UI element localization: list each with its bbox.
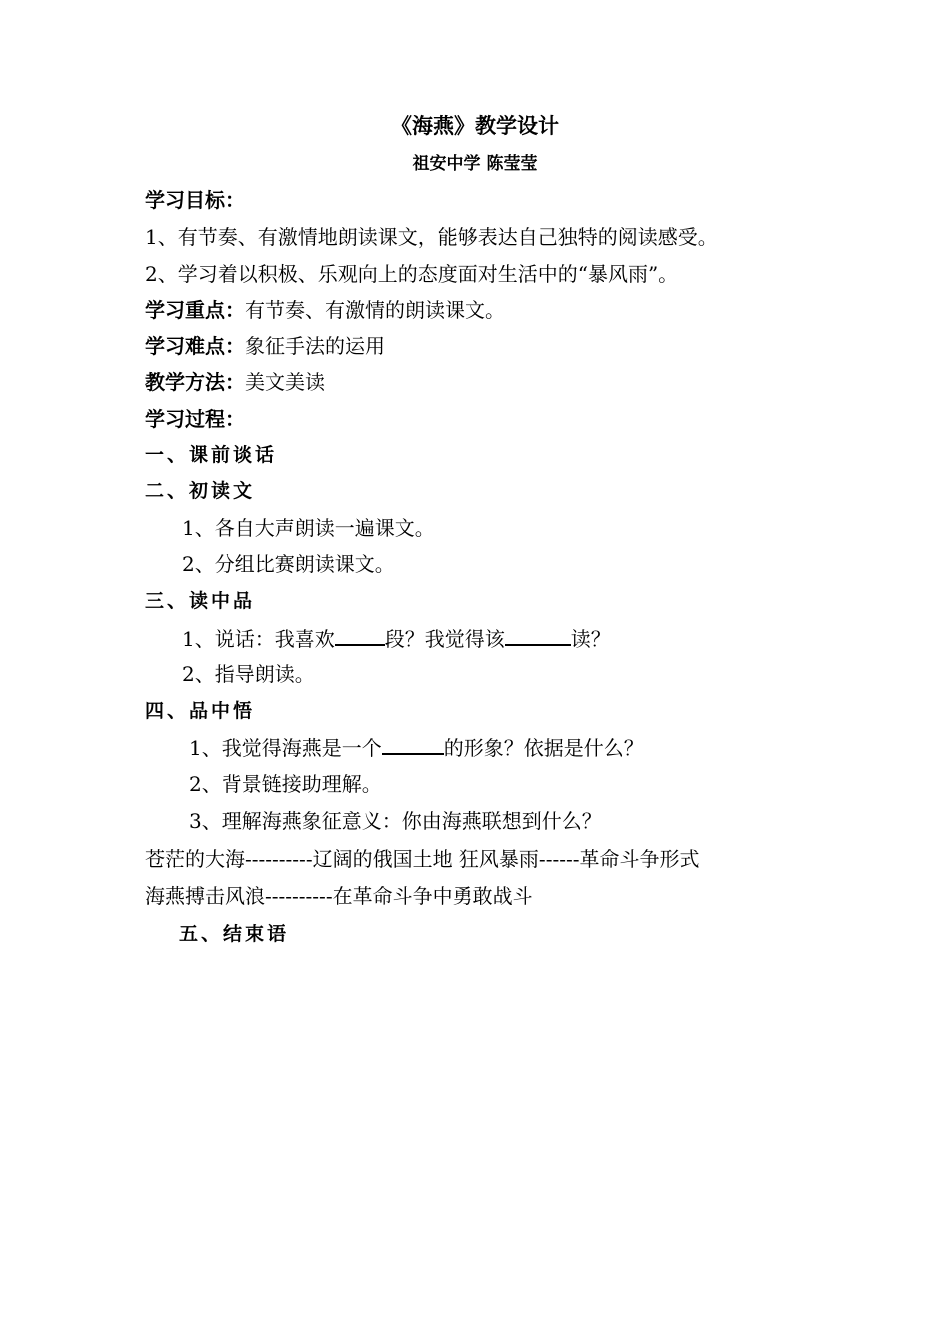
section-3-item-1-part-c: 读？ (570, 627, 611, 651)
objective-item-2: 2、学习着以积极、乐观向上的态度面对生活中的“暴风雨”。 (145, 262, 679, 286)
section-3-item-1-part-b: 段？我觉得该 (384, 627, 505, 651)
symbol-line-1: 苍茫的大海----------辽阔的俄国土地 狂风暴雨------革命斗争形式 (145, 847, 700, 871)
section-2-item-2: 2、分组比赛朗读课文。 (182, 552, 395, 576)
fill-in-blank (505, 624, 571, 646)
section-4-title: 四、品中悟 (145, 700, 256, 722)
symbol-line-2: 海燕搏击风浪----------在革命斗争中勇敢战斗 (145, 884, 533, 908)
section-4-item-1-part-b: 的形象？依据是什么？ (443, 736, 644, 760)
section-4-item-3: 3、理解海燕象征意义：你由海燕联想到什么？ (189, 809, 602, 833)
section-3-item-2: 2、指导朗读。 (182, 662, 315, 686)
method-text: 美文美读 (245, 370, 325, 394)
difficulty-label: 学习难点： (145, 334, 245, 358)
method-label: 教学方法： (145, 370, 245, 394)
section-1-title: 一、课前谈话 (145, 444, 278, 466)
method-line (145, 368, 325, 396)
section-4-item-2: 2、背景链接助理解。 (189, 772, 382, 796)
section-3-title: 三、读中品 (145, 590, 256, 612)
difficulty-text: 象征手法的运用 (245, 334, 385, 358)
key-point-label: 学习重点： (145, 298, 245, 322)
document-title: 《海燕》教学设计 (391, 114, 559, 138)
section-3-item-1-part-a: 1、说话：我喜欢 (182, 627, 335, 651)
author-line: 祖安中学 陈莹莹 (412, 154, 538, 174)
objective-item-1: 1、有节奏、有激情地朗读课文，能够表达自己独特的阅读感受。 (145, 225, 718, 249)
process-heading: 学习过程： (145, 407, 245, 431)
fill-in-blank (335, 624, 385, 646)
section-4-item-1 (189, 733, 644, 762)
section-2-title: 二、初读文 (145, 480, 256, 502)
key-point-text: 有节奏、有激情的朗读课文。 (245, 298, 505, 322)
section-4-item-1-part-a: 1、我觉得海燕是一个 (189, 736, 382, 760)
section-3-item-1 (182, 624, 611, 653)
objectives-heading: 学习目标： (145, 188, 245, 212)
fill-in-blank (382, 733, 444, 755)
difficulty-line (145, 332, 385, 360)
section-5-title: 五、结束语 (179, 923, 290, 945)
section-2-item-1: 1、各自大声朗读一遍课文。 (182, 516, 435, 540)
key-point-line (145, 296, 505, 324)
